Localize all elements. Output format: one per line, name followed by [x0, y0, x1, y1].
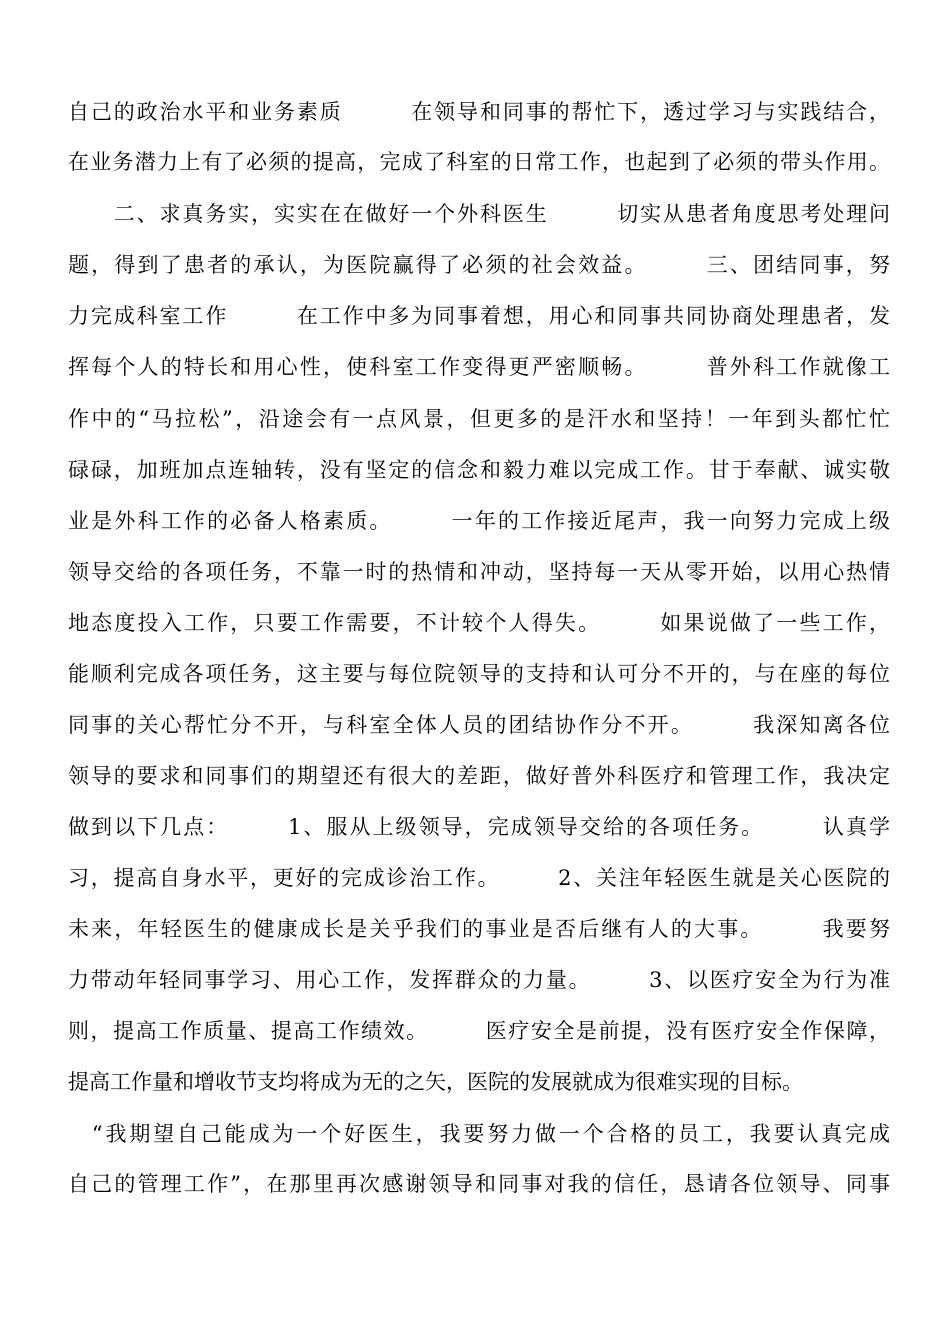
text-line-2: 在业务潜力上有了必须的提高，完成了科室的日常工作，也起到了必须的带头作用。	[68, 150, 890, 174]
text-line-6: 挥每个人的特长和用心性，使科室工作变得更严密顺畅。 普外科工作就像工	[68, 355, 890, 379]
text-line-3: 二、求真务实，实实在在做好一个外科医生 切实从患者角度思考处理问	[68, 202, 890, 226]
text-line-1: 自己的政治水平和业务素质 在领导和同事的帮忙下，透过学习与实践结合，	[68, 100, 890, 124]
text-line-11: 地态度投入工作，只要工作需要，不计较个人得失。 如果说做了一些工作，	[68, 611, 890, 635]
text-line-16: 习，提高自身水平，更好的完成诊治工作。 2、关注年轻医生就是关心医院的	[68, 866, 890, 890]
text-line-14: 领导的要求和同事们的期望还有很大的差距，做好普外科医疗和管理工作，我决定	[68, 764, 890, 788]
text-line-15: 做到以下几点： 1、服从上级领导，完成领导交给的各项任务。 认真学	[68, 815, 890, 839]
text-line-19: 则，提高工作质量、提高工作绩效。 医疗安全是前提，没有医疗安全作保障，	[68, 1019, 890, 1043]
text-line-12: 能顺利完成各项任务，这主要与每位院领导的支持和认可分不开的，与在座的每位	[68, 662, 890, 686]
text-line-9: 业是外科工作的必备人格素质。 一年的工作接近尾声，我一向努力完成上级	[68, 509, 890, 533]
text-line-5: 力完成科室工作 在工作中多为同事着想，用心和同事共同协商处理患者，发	[68, 304, 890, 328]
text-line-4: 题，得到了患者的承认，为医院赢得了必须的社会效益。 三、团结同事，努	[68, 253, 890, 277]
text-line-22: 自己的管理工作”，在那里再次感谢领导和同事对我的信任，恳请各位领导、同事	[68, 1172, 890, 1196]
text-line-10: 领导交给的各项任务，不靠一时的热情和冲动，坚持每一天从零开始，以用心热情	[68, 560, 890, 584]
text-line-13: 同事的关心帮忙分不开，与科室全体人员的团结协作分不开。 我深知离各位	[68, 713, 890, 737]
text-line-20: 提高工作量和增收节支均将成为无的之矢，医院的发展就成为很难实现的目标。	[68, 1070, 803, 1094]
text-line-21: “我期望自己能成为一个好医生，我要努力做一个合格的员工，我要认真完成	[68, 1122, 890, 1146]
text-line-17: 未来，年轻医生的健康成长是关乎我们的事业是否后继有人的大事。 我要努	[68, 917, 890, 941]
text-line-7: 作中的“马拉松”，沿途会有一点风景，但更多的是汗水和坚持！一年到头都忙忙	[68, 407, 890, 431]
text-line-8: 碌碌，加班加点连轴转，没有坚定的信念和毅力难以完成工作。甘于奉献、诚实敬	[68, 458, 890, 482]
text-line-18: 力带动年轻同事学习、用心工作，发挥群众的力量。 3、以医疗安全为行为准	[68, 968, 890, 992]
